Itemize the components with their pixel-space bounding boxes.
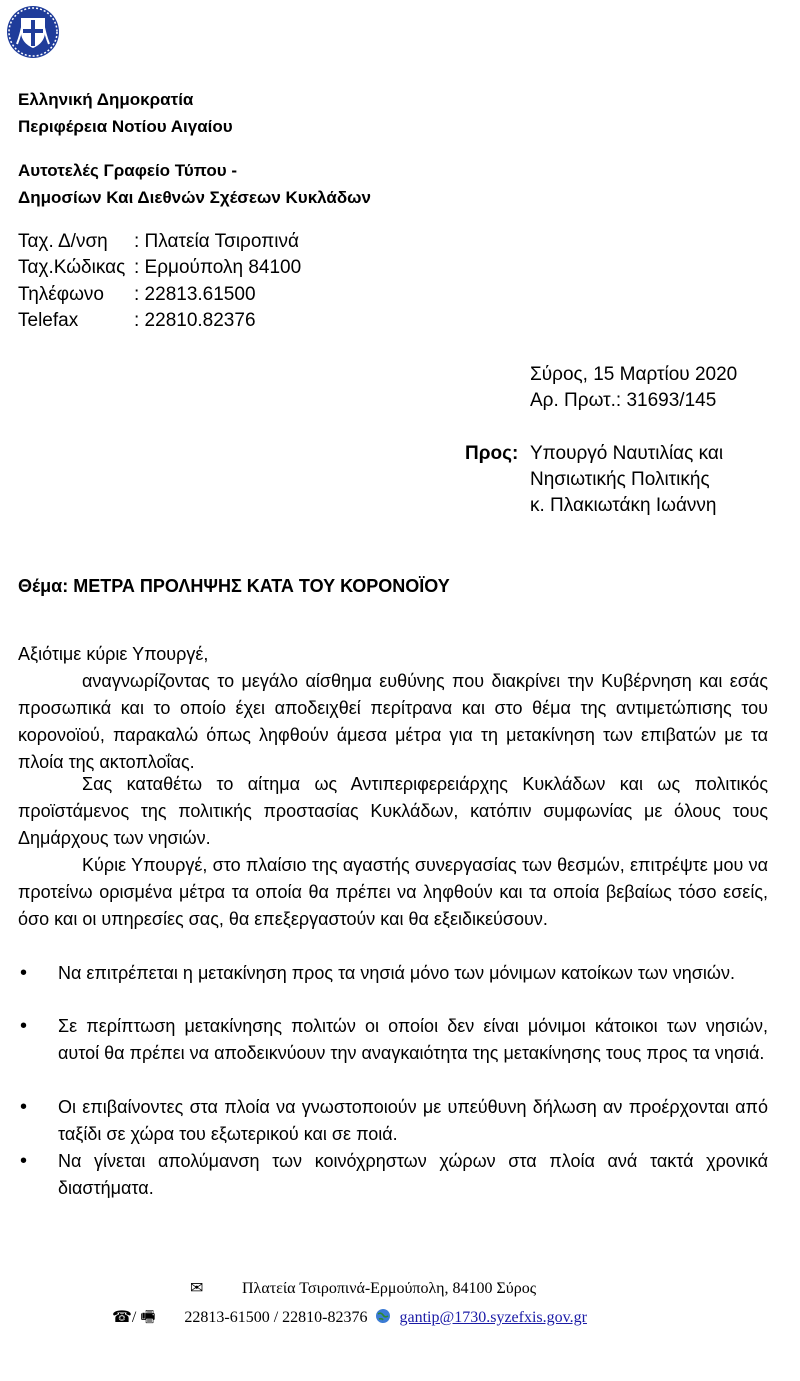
recipient-label: Προς: [465, 443, 519, 464]
contact-fax-value: : 22810.82376 [134, 310, 256, 331]
contact-postcode-value: : Ερμούπολη 84100 [134, 257, 302, 278]
contact-address-label: Ταχ. Δ/νση [18, 231, 108, 252]
envelope-icon: ✉ [190, 1280, 204, 1297]
phone-icon: ☎/ [112, 1309, 137, 1326]
bullet-symbol: • [20, 962, 28, 984]
footer-phones: 22813-61500 / 22810-82376 [184, 1309, 368, 1326]
footer-address-row [190, 1278, 536, 1298]
list-item-text: Να επιτρέπεται η μετακίνηση προς τα νησιά μόνο των μόνιμων κατοίκων των νησιών. [58, 963, 735, 983]
header-region: Περιφέρεια Νοτίου Αιγαίου [18, 117, 233, 136]
list-item [18, 1013, 768, 1067]
contact-postcode [18, 257, 301, 279]
recipient-line-2: Νησιωτικής Πολιτικής [530, 469, 710, 490]
list-item [18, 1148, 768, 1202]
recipient-line-3: κ. Πλακιωτάκη Ιωάννη [530, 495, 717, 516]
list-item [18, 960, 768, 987]
protocol-number: Αρ. Πρωτ.: 31693/145 [530, 390, 717, 411]
bullet-symbol: • [20, 1096, 28, 1118]
body-paragraph-1: αναγνωρίζοντας το μεγάλο αίσθημα ευθύνης που διακρίνει την Κυβέρνηση και εσάς προσωπικά και το οποίο έχει αποδειχθεί περίτρανα και στο θέμα της αντιμετώπισης του κορονοϊού, παρακαλώ όπως ληφθούν άμεσα μέτρα για τη μετακίνηση των επιβατών με τα πλοία της ακτοπλοΐας. [18, 671, 768, 772]
greek-republic-emblem [5, 4, 61, 60]
footer-email-link[interactable]: gantip@1730.syzefxis.gov.gr [399, 1309, 587, 1326]
header-office-sub: Δημοσίων Και Διεθνών Σχέσεων Κυκλάδων [18, 188, 371, 207]
list-item-text: Να γίνεται απολύμανση των κοινόχρηστων χώρων στα πλοία ανά τακτά χρονικά διαστήματα. [58, 1151, 768, 1198]
contact-postcode-label: Ταχ.Κώδικας [18, 257, 126, 278]
contact-fax-label: Telefax [18, 310, 79, 331]
bullet-symbol: • [20, 1150, 28, 1172]
contact-phone [18, 284, 256, 306]
recipient-line-1: Υπουργό Ναυτιλίας και [530, 443, 724, 464]
list-item-text: Σε περίπτωση μετακίνησης πολιτών οι οποίοι δεν είναι μόνιμοι κάτοικοι των νησιών, αυτοί θα πρέπει να αποδεικνύουν την αναγκαιότητα της μετακίνησης τους προς τα νησιά. [58, 1016, 768, 1063]
body-paragraph-2: Σας καταθέτω το αίτημα ως Αντιπεριφερειάρχης Κυκλάδων και ως πολιτικός προϊστάμενος της πολιτικής προστασίας Κυκλάδων, κατόπιν συμφωνίας με όλους τους Δημάρχους των νησιών. [18, 774, 768, 848]
contact-phone-label: Τηλέφωνο [18, 284, 104, 305]
footer-contact-row [112, 1306, 587, 1333]
header-country: Ελληνική Δημοκρατία [18, 90, 194, 109]
contact-address [18, 231, 299, 253]
letter-date: Σύρος, 15 Μαρτίου 2020 [530, 364, 738, 385]
footer-address: Πλατεία Τσιροπινά-Ερμούπολη, 84100 Σύρος [242, 1280, 537, 1297]
subject-line: Θέμα: ΜΕΤΡΑ ΠΡΟΛΗΨΗΣ ΚΑΤΑ ΤΟΥ ΚΟΡΟΝΟΪΟΥ [18, 576, 450, 596]
globe-icon [375, 1308, 391, 1329]
list-item-text: Οι επιβαίνοντες στα πλοία να γνωστοποιούν με υπεύθυνη δήλωση αν προέρχονται από ταξίδι σε χώρα του εξωτερικού και σε ποιά. [58, 1097, 768, 1144]
contact-address-value: : Πλατεία Τσιροπινά [134, 231, 299, 252]
header-office: Αυτοτελές Γραφείο Τύπου - [18, 161, 238, 180]
bullet-symbol: • [20, 1015, 28, 1037]
contact-phone-value: : 22813.61500 [134, 284, 256, 305]
salutation: Αξιότιμε κύριε Υπουργέ, [18, 644, 209, 664]
fax-icon: 🖷 [140, 1309, 156, 1326]
list-item [18, 1094, 768, 1148]
body-paragraph-3: Κύριε Υπουργέ, στο πλαίσιο της αγαστής συνεργασίας των θεσμών, επιτρέψτε μου να προτείνω ορισμένα μέτρα τα οποία θα πρέπει να ληφθούν και τα οποία βεβαίως τόσο εσείς, όσο και οι υπηρεσίες σας, θα επεξεργαστούν και θα εξειδικεύσουν. [18, 855, 768, 929]
contact-fax [18, 310, 256, 332]
